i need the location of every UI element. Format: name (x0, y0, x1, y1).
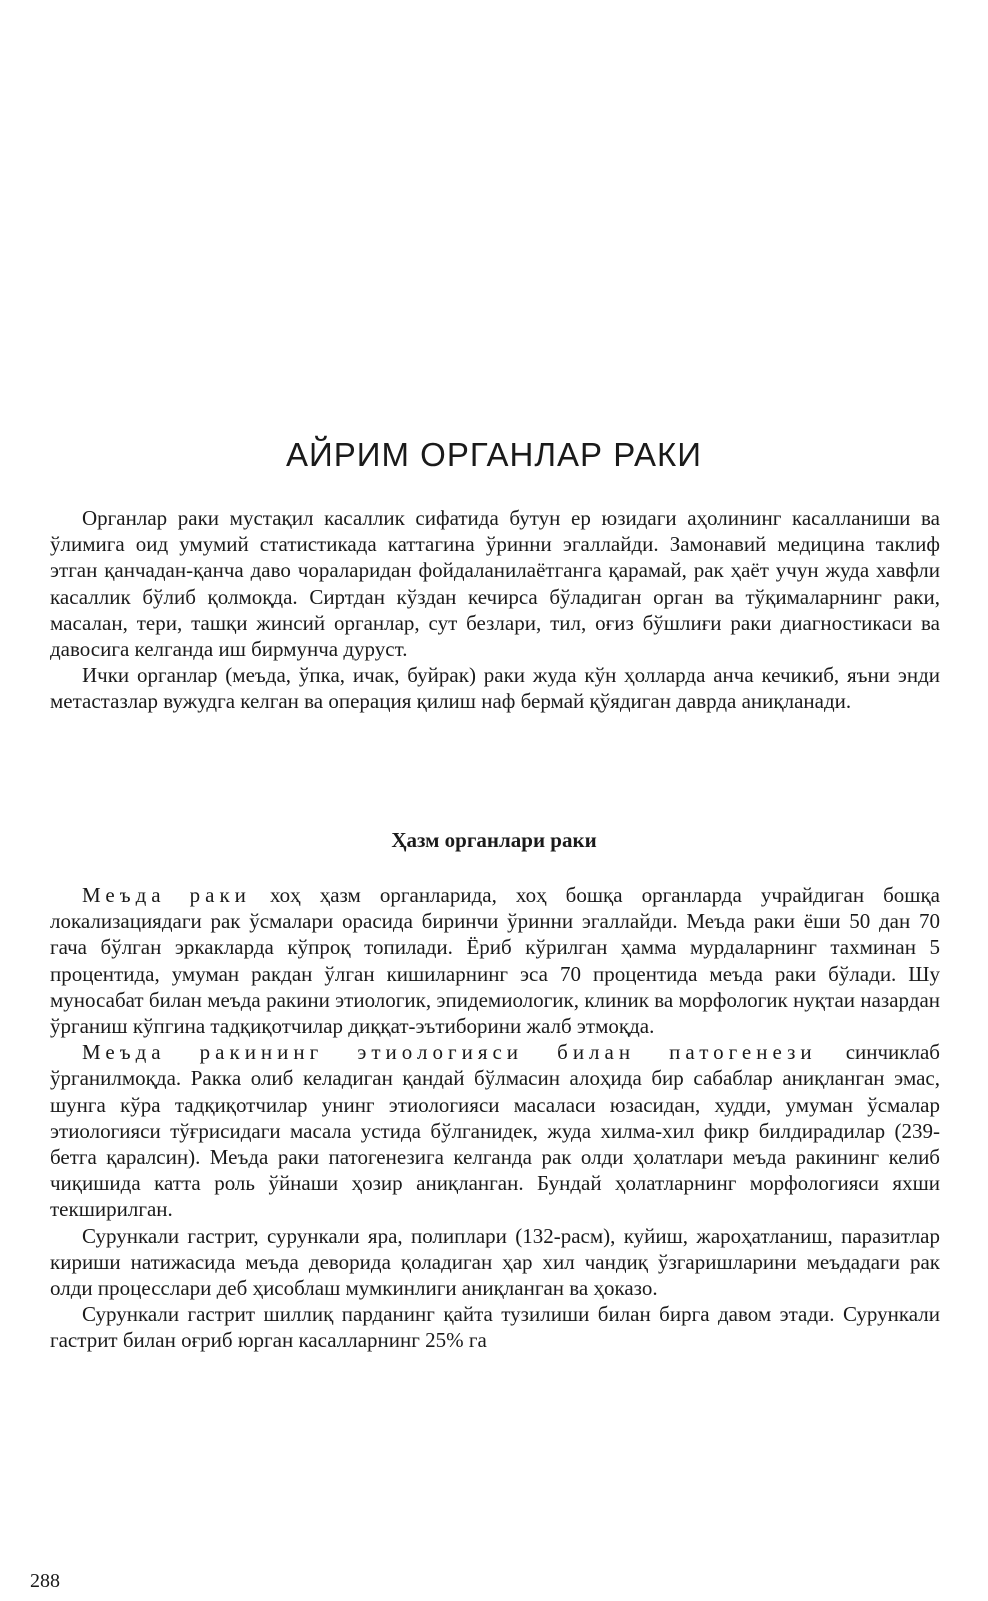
chapter-title: АЙРИМ ОРГАНЛАР РАКИ (286, 436, 702, 473)
intro-paragraph-2: Ички органлар (меъда, ўпка, ичак, буйрак) раки жуда кўн ҳолларда анча кечикиб, яъни энди метастазлар вужудга келган ва операция қилиш наф бермай қўядиган даврда аниқланади. (50, 663, 940, 714)
paragraph-body: синчиклаб ўрганилмоқда. Ракка олиб келадиган қандай бўлмасин алоҳида бир сабаблар аниқланган эмас, шунга кўра тадқиқотчилар унинг этиологияси масаласи юзасидан, худди, умуман ўсмалар этиологияси тўғрисидаги масала устида бўлганидек, жуда хилма-хил фикр билдирадилар (239-бетга қаралсин). Меъда раки патогенезига келганда рак олди ҳолатлари меъда ракининг келиб чиқишида катта роль ўйнаши ҳозир аниқланган. Бундай ҳолатларнинг морфологияси яхши текширилган. (50, 1040, 940, 1222)
page-number: 288 (30, 1570, 60, 1592)
paragraph-body: хоҳ ҳазм органларида, хоҳ бошқа органларда учрайдиган бошқа локализациядаги рак ўсмалари орасида биринчи ўринни эгаллайди. Меъда раки ёши 50 дан 70 гача бўлган эркакларда кўпроқ топилади. Ёриб кўрилган ҳамма мурдаларнинг тахминан 5 процентида, умуман ракдан ўлган кишиларнинг эса 70 процентида меъда раки бўлади. Шу муносабат билан меъда ракини этиологик, эпидемиологик, клиник ва морфологик нуқтаи назардан ўрганиш кўпгина тадқиқотчилар диққат-эътиборини жалб этмоқда. (50, 883, 940, 1039)
section-heading: Ҳазм органлари раки (391, 828, 597, 852)
spaced-lead-term: Меъда раки (82, 883, 251, 907)
section-paragraph-4: Сурункали гастрит шиллиқ парданинг қайта тузилиши билан бирга давом этади. Сурункали гастрит билан оғриб юрган касалларнинг 25% га (50, 1302, 940, 1353)
section-text (50, 882, 940, 1354)
section-paragraph-1 (50, 882, 940, 1039)
section-paragraph-3: Сурункали гастрит, сурункали яра, полиплари (132-расм), куйиш, жароҳатланиш, паразитлар кириши натижасида меъда деворида қоладиган ҳар хил чандиқ ўзгаришларини меъдадаги рак олди процесслари деб ҳисоблаш мумкинлиги аниқланган ва ҳоказо. (50, 1223, 940, 1301)
intro-text (50, 505, 940, 715)
section-paragraph-2 (50, 1039, 940, 1222)
spaced-lead-term: Меъда ракининг этиологияси билан патогенези (82, 1040, 817, 1065)
intro-paragraph-1: Органлар раки мустақил касаллик сифатида бутун ер юзидаги аҳолининг касалланиши ва ўлимига оид умумий статистикада каттагина ўринни эгаллайди. Замонавий медицина таклиф этган қанчадан-қанча даво чораларидан фойдаланилаётганга қарамай, рак ҳаёт учун жуда хавфли касаллик бўлиб қолмоқда. Сиртдан кўздан кечирса бўладиган орган ва тўқималарнинг раки, масалан, тери, ташқи жинсий органлар, сут безлари, тил, оғиз бўшлиғи раки диагностикаси ва давосига келганда иш бирмунча дуруст. (50, 506, 940, 662)
